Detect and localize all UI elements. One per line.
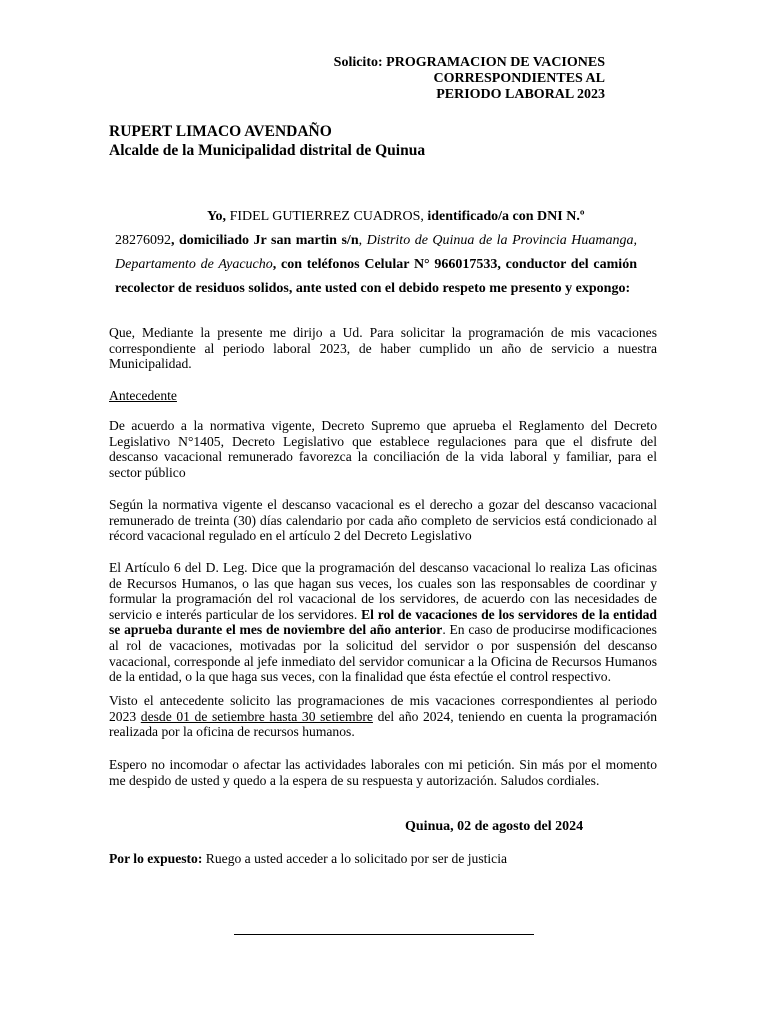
location-text: Distrito de Quinua de la Provincia Huamanga, Departamento de Ayacucho	[115, 233, 637, 272]
closing-text: Ruego a usted acceder a lo solicitado por ser de justicia	[205, 851, 508, 866]
addressee-block	[109, 122, 425, 160]
paragraph-descanso: Según la normativa vigente el descanso vacacional es el derecho a gozar del descanso vacacional remunerado de treinta (30) días calendario por cada año completo de servicios está condicionado al récord vacacional regulado en el artículo 2 del Decreto Legislativo	[109, 497, 657, 544]
subject-line-2: CORRESPONDIENTES AL	[433, 71, 605, 86]
applicant-name: FIDEL GUTIERREZ CUADROS,	[229, 209, 424, 224]
closing-line	[109, 851, 657, 867]
subject-line-1: Solicito: PROGRAMACION DE VACIONES	[333, 55, 605, 70]
signature-line	[234, 934, 534, 935]
paragraph-request: Que, Mediante la presente me dirijo a Ud. Para solicitar la programación de mis vacaciones correspondiente al periodo laboral 2023, de haber cumplido un año de servicio a nuestra Municipalidad.	[109, 325, 657, 372]
dni-number: 28276092	[115, 233, 171, 248]
closing-label: Por lo expuesto:	[109, 851, 203, 866]
letter-date: Quinua, 02 de agosto del 2024	[405, 819, 584, 834]
bold-statement: El rol de vacaciones de los servidores de la entidad se aprueba durante el mes de noviembre del año anterior	[109, 606, 657, 638]
paragraph-normativa: De acuerdo a la normativa vigente, Decreto Supremo que aprueba el Reglamento del Decreto Legislativo N°1405, Decreto Legislativo que establece regulaciones para que el disfrute del descanso vacacional remunerado favorezca la conciliación de la vida laboral y familiar, para el sector público	[109, 418, 657, 480]
paragraph-solicitud: Visto el antecedente solicito las programaciones de mis vacaciones correspondientes al periodo 2023 desde 01 de setiembre hasta 30 setiembre del año 2024, teniendo en cuenta la programación realizada por la oficina de recursos humanos.	[109, 693, 657, 740]
subject-label: Solicito:	[333, 55, 383, 70]
subject-block	[300, 55, 605, 103]
paragraph-despedida: Espero no incomodar o afectar las actividades laborales con mi petición. Sin más por el momento me despido de usted y quedo a la espera de su respuesta y autorización. Saludos cordiales.	[109, 757, 657, 788]
subject-line-3: PERIODO LABORAL 2023	[436, 87, 605, 102]
date-range: desde 01 de setiembre hasta 30 setiembre	[140, 708, 373, 724]
addressee-name: RUPERT LIMACO AVENDAÑO	[109, 123, 332, 140]
addressee-title: Alcalde de la Municipalidad distrital de Quinua	[109, 142, 426, 159]
paragraph-articulo: El Artículo 6 del D. Leg. Dice que la programación del descanso vacacional lo realiza Las oficinas de Recursos Humanos, o las que hagan sus veces, los cuales son las responsables de coordinar y formular la programación del rol vacacional de los servidores, de acuerdo con las necesidades de servicio e interés particular de los servidores. El rol de vacaciones de los servidores de la entidad se aprueba durante el mes de noviembre del año anterior. En caso de producirse modificaciones al rol de vacaciones, motivadas por la solicitud del servidor o por suspensión del descanso vacacional, corresponde al jefe inmediato del servidor comunicar a la Oficina de Recursos Humanos de la entidad, o la que haga sus veces, con la finalidad que ésta efectúe el control respectivo.	[109, 560, 657, 685]
section-heading: Antecedente	[109, 388, 177, 403]
intro-paragraph: Yo, FIDEL GUTIERREZ CUADROS, identificado/a con DNI N.º 28276092, domiciliado Jr san martin s/n, Distrito de Quinua de la Provincia Huamanga, Departamento de Ayacucho, con teléfonos Celular N° 966017533, conductor del camión recolector de residuos solidos, ante usted con el debido respeto me presento y expongo:	[115, 209, 637, 296]
